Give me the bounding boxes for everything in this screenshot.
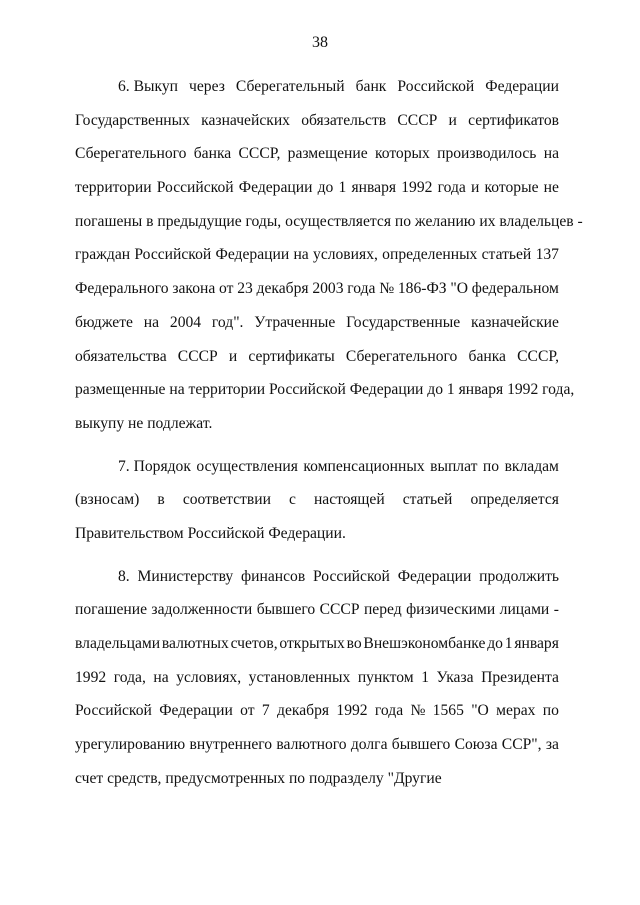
text-line — [75, 483, 559, 517]
word: с — [288, 491, 296, 509]
word: 137 — [535, 246, 559, 264]
word: Федерации — [397, 567, 472, 585]
word: "Другие — [387, 769, 442, 787]
word: сертификаты — [248, 347, 335, 365]
word: счетов, — [230, 635, 278, 652]
word: во — [346, 635, 362, 652]
word: мерах — [496, 702, 536, 720]
word: 23 — [237, 280, 253, 298]
word: физическими — [406, 601, 496, 619]
word: января — [514, 635, 559, 652]
word: и — [470, 179, 480, 197]
word: Федерации — [485, 78, 559, 95]
word: СССР — [319, 601, 360, 619]
word: условиях, — [313, 246, 378, 264]
text-line — [75, 593, 559, 627]
text-line — [75, 104, 559, 138]
word: владельцами — [75, 635, 161, 652]
word: Федерации — [238, 179, 313, 197]
word: декабря — [256, 280, 309, 298]
word: Сберегательного — [75, 145, 187, 163]
word: размещенные на территории Российской Федерации до 1 января 1992 года, — [75, 381, 575, 399]
word: по — [542, 702, 559, 720]
word: Российской — [397, 78, 475, 95]
word: банк — [355, 78, 387, 95]
word: 1992 — [401, 179, 433, 197]
word: 2004 — [169, 313, 202, 331]
word: 8. — [118, 567, 130, 585]
word: СССР, — [517, 347, 559, 365]
word: бывшего — [391, 736, 451, 754]
word: соответствии — [182, 491, 271, 509]
word: банка — [468, 347, 506, 365]
word: через — [189, 78, 225, 95]
word: обязательств — [301, 111, 387, 129]
word: погашение — [75, 601, 147, 619]
word: и — [228, 347, 238, 365]
word: размещение — [287, 145, 368, 163]
word: Утраченные — [254, 313, 336, 331]
word: Внешэкономбанке — [363, 635, 486, 652]
word: Государственные — [346, 313, 461, 331]
word: установленных — [248, 668, 351, 686]
word: граждан — [75, 246, 131, 264]
word: определенных — [382, 246, 478, 264]
word: счет — [75, 769, 104, 787]
word: СССР — [177, 347, 218, 365]
word: 1 — [421, 668, 429, 686]
text-line — [75, 762, 559, 796]
word: года — [374, 702, 404, 720]
word: территории — [75, 179, 152, 197]
word: 1565 — [432, 702, 464, 720]
paragraph — [75, 450, 559, 551]
word: СССР — [397, 111, 438, 129]
text-line — [75, 272, 559, 306]
word: не — [543, 179, 559, 197]
word: Министерству — [137, 567, 234, 585]
text-line — [75, 373, 575, 407]
word: до — [487, 635, 503, 652]
word: пунктом — [357, 668, 414, 686]
text-line — [75, 340, 559, 374]
word: Российской — [313, 567, 390, 585]
document-body — [75, 70, 583, 795]
text-line — [75, 728, 559, 762]
word: средств, — [107, 769, 162, 787]
word: Российской — [134, 246, 212, 264]
word: Российской — [156, 179, 234, 197]
word: на — [293, 246, 309, 264]
word: открытых — [279, 635, 345, 652]
word: 1 — [338, 179, 347, 197]
text-line — [75, 661, 559, 695]
word: ССР", — [501, 736, 542, 754]
word: по — [482, 457, 500, 475]
word: за — [545, 736, 559, 754]
word: определяется — [470, 491, 559, 509]
word: Федерального — [75, 280, 169, 298]
word: 2003 — [312, 280, 344, 298]
word: настоящей — [313, 491, 385, 509]
word: погашены в предыдущие годы, осуществляется по желанию их владельцев - — [75, 212, 583, 230]
word: - — [553, 601, 559, 619]
word: урегулированию — [75, 736, 186, 754]
paragraph — [75, 70, 583, 441]
word: Сберегательный — [235, 78, 345, 95]
paragraph-gap — [75, 551, 559, 560]
word: на — [153, 668, 169, 686]
word: продолжить — [479, 567, 559, 585]
text-line — [75, 306, 559, 340]
word: "О — [471, 702, 489, 720]
word: казначейские — [470, 313, 559, 331]
word: на — [543, 145, 559, 163]
word: казначейских — [201, 111, 290, 129]
word: бывшего — [256, 601, 316, 619]
word: банка — [193, 145, 232, 163]
word: подразделу — [309, 769, 384, 787]
word: Государственных — [75, 111, 190, 129]
word: валютных — [161, 635, 229, 652]
text-line — [75, 407, 559, 441]
word: осуществления — [196, 457, 298, 475]
text-line — [75, 517, 559, 551]
word: валютного — [276, 736, 347, 754]
text-line — [75, 171, 559, 205]
text-line — [75, 450, 559, 484]
word: декабря — [277, 702, 330, 720]
word: года — [437, 179, 466, 197]
word: выплат — [430, 457, 478, 475]
word: статьей — [481, 246, 532, 264]
word: задолженности — [151, 601, 253, 619]
text-line — [75, 560, 559, 594]
word: в — [157, 491, 165, 509]
word: Президента — [481, 668, 559, 686]
word: 7. Порядок — [118, 457, 191, 475]
page-number: 38 — [312, 34, 328, 51]
word: Правительством Российской Федерации. — [75, 524, 346, 542]
word: выкупу не подлежат. — [75, 414, 213, 432]
word: года, — [113, 668, 146, 686]
word: сертификатов — [468, 111, 559, 129]
word: компенсационных — [303, 457, 425, 475]
text-line — [75, 205, 583, 239]
word: обязательства — [75, 347, 167, 365]
word: 6. Выкуп — [118, 78, 178, 95]
word: № — [379, 280, 395, 298]
word: закона — [172, 280, 216, 298]
word: Федерации — [215, 246, 290, 264]
word: Указа — [436, 668, 474, 686]
word: по — [288, 769, 306, 787]
word: до — [317, 179, 334, 197]
word: предусмотренных — [165, 769, 286, 787]
word: года — [347, 280, 376, 298]
word: финансов — [241, 567, 306, 585]
word: Российской — [75, 702, 152, 720]
word: 186-ФЗ — [397, 280, 447, 298]
word: лицами — [499, 601, 550, 619]
word: (взносам) — [75, 491, 140, 509]
paragraph — [75, 560, 559, 796]
word: перед — [363, 601, 402, 619]
word: 1992 — [336, 702, 368, 720]
word: вкладам — [504, 457, 559, 475]
word: от — [240, 702, 255, 720]
text-line — [75, 694, 559, 728]
word: "О — [450, 280, 468, 298]
word: Сберегательного — [345, 347, 458, 365]
word: Федерации — [159, 702, 233, 720]
word: на — [143, 313, 160, 331]
word: условиях, — [176, 668, 242, 686]
text-line — [75, 137, 559, 171]
word: № — [410, 702, 426, 720]
word: федеральном — [471, 280, 559, 298]
word: которые — [484, 179, 539, 197]
word: внутреннего — [189, 736, 273, 754]
word: от — [219, 280, 234, 298]
word: год". — [211, 313, 244, 331]
word: которых — [374, 145, 430, 163]
word: 1 — [504, 635, 513, 652]
word: СССР, — [238, 145, 281, 163]
word: 7 — [261, 702, 270, 720]
word: статьей — [402, 491, 453, 509]
word: и — [448, 111, 457, 129]
word: января — [351, 179, 397, 197]
word: Союза — [454, 736, 498, 754]
text-line — [75, 70, 559, 104]
text-line — [75, 627, 559, 661]
text-line — [75, 238, 559, 272]
word: 1992 — [75, 668, 107, 686]
word: производилось — [437, 145, 537, 163]
word: долга — [350, 736, 388, 754]
word: бюджете — [75, 313, 133, 331]
paragraph-gap — [75, 441, 559, 450]
